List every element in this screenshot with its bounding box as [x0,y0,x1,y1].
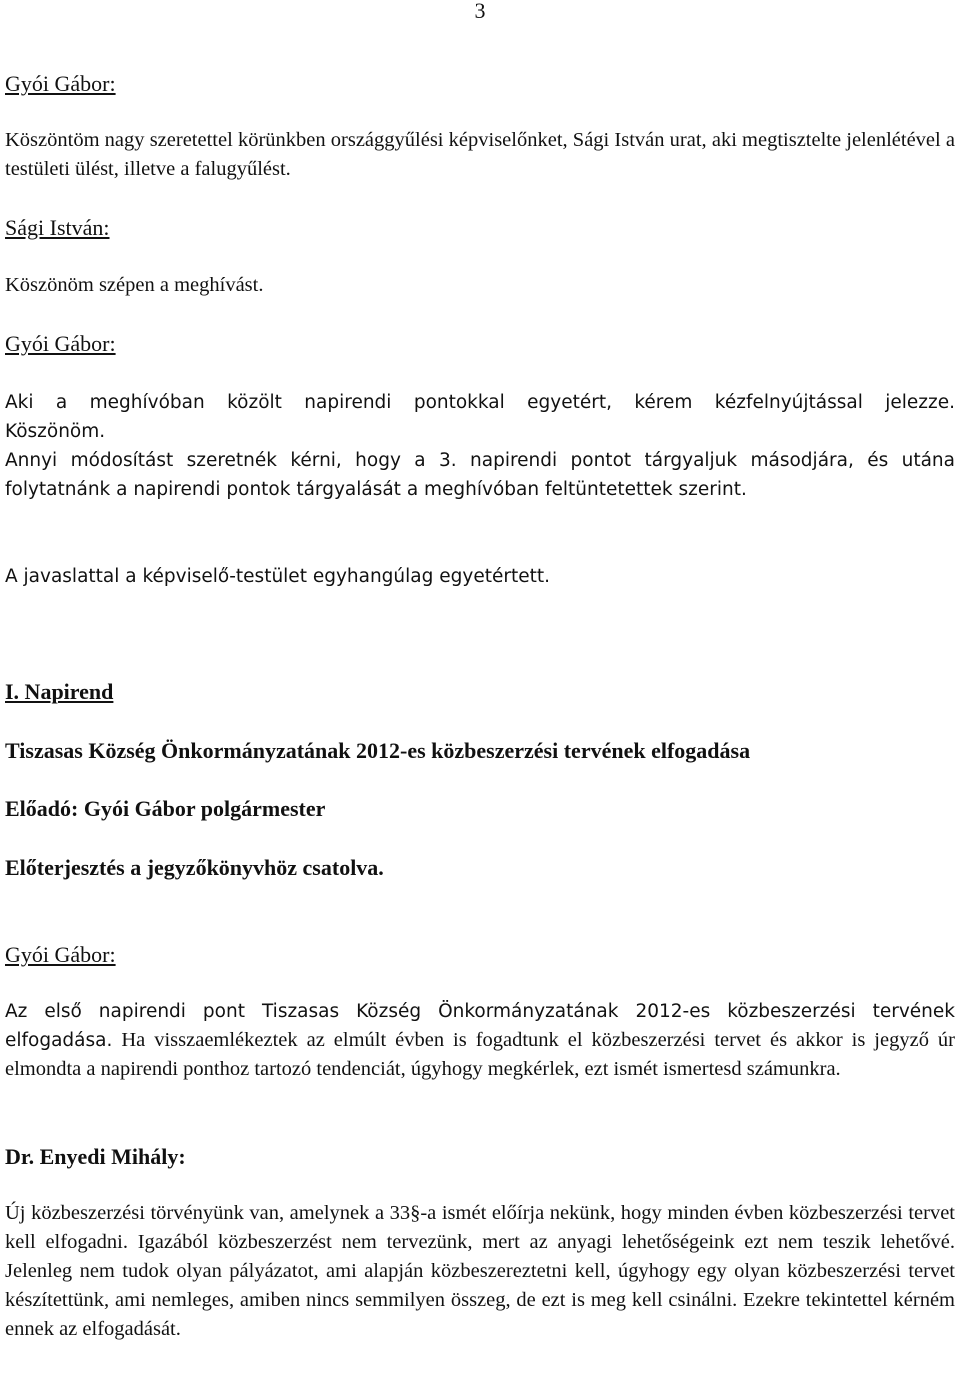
decision-text: A javaslattal a képviselő-testület egyhangúlag egyetértett. [5,566,550,587]
speaker-name: Dr. Enyedi Mihály: [5,1144,186,1169]
speech-text [5,997,955,1084]
page-number: 3 [474,0,486,23]
speech-text: Új közbeszerzési törvényünk van, amelynek a 33§-a ismét előírja nekünk, hogy minden évben közbeszerzési tervet kell elfogadni. Igazából közbeszerzést nem tervezünk, mert az anyagi lehetőségeink ezt nem teszik lehetővé. Jelenleg nem tudok olyan pályázatot, ami alapján közbeszereztetni kell, úgyhogy egy olyan közbeszerzési tervet készítettünk, ami nemleges, amiben nincs semmilyen összeg, de ezt is meg kell csinálni. Ezekre tekintettel kérném ennek az elfogadását. [5,1202,955,1340]
speech-line: Köszönöm. [5,421,106,442]
presenter: Előadó: Gyói Gábor polgármester [5,796,326,821]
agenda-title: Tiszasas Község Önkormányzatának 2012-es közbeszerzési tervének elfogadása [5,738,751,763]
speaker-name: Gyói Gábor: [5,331,116,356]
speaker-name: Gyói Gábor: [5,942,116,967]
speech-part: Az első napirendi pont Tiszasas Község Önkormányzatának 2012-es közbeszerzési tervének elfogadása. [5,1001,955,1051]
speech-text: Köszöntöm nagy szeretettel körünkben országgyűlési képviselőnket, Sági István urat, aki megtisztelte jelenlétével a testületi ülést, illetve a falugyűlést. [5,129,955,180]
speech-text: Köszönöm szépen a meghívást. [5,274,264,296]
agenda-heading: I. Napirend [5,679,114,704]
speech-line: Aki a meghívóban közölt napirendi pontokkal egyetért, kérem kézfelnyújtással jelezze. [5,392,955,413]
attachment-note: Előterjesztés a jegyzőkönyvhöz csatolva. [5,855,384,880]
speaker-name: Sági István: [5,215,110,240]
speaker-name: Gyói Gábor: [5,71,116,96]
speech-text: Annyi módosítást szeretnék kérni, hogy a 3. napirendi pontot tárgyaljuk másodjára, és utána folytatnánk a napirendi pontok tárgyalását a meghívóban feltüntetettek szerint. [5,450,955,500]
speech-text [5,388,955,446]
speech-part: Ha visszaemlékeztek az elmúlt évben is fogadtunk el közbeszerzési tervet és akkor is jegyző úr elmondta a napirendi ponthoz tartozó tendenciát, úgyhogy megkérlek, ezt ismét ismertesd számunkra. [5,1029,955,1080]
